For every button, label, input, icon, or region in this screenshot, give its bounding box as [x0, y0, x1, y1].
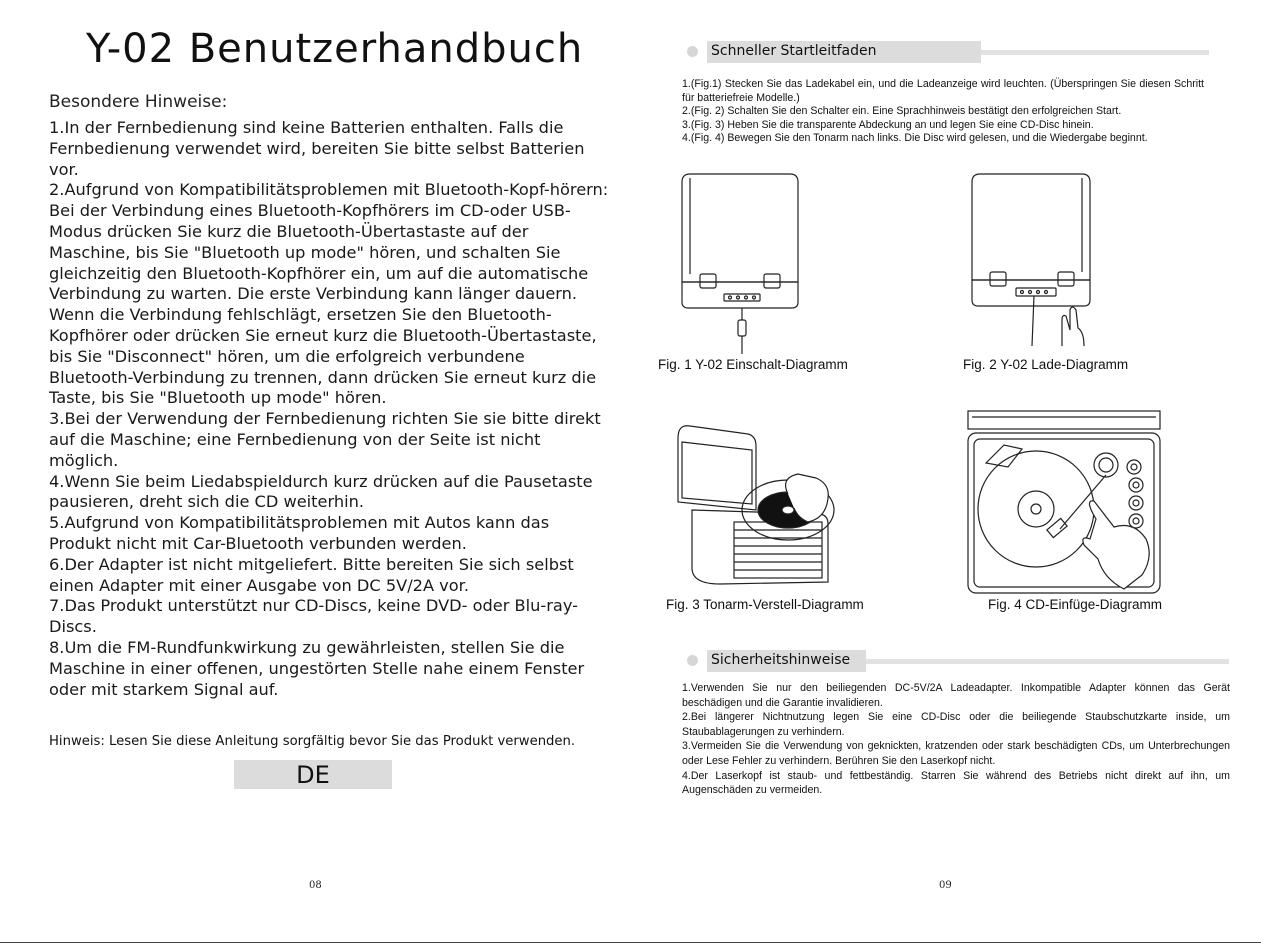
bullet-dot-icon — [687, 655, 698, 666]
step-item: 1.(Fig.1) Stecken Sie das Ladekabel ein, und die Ladeanzeige wird leuchten. (Überspringen Sie diesen Schritt für batteriefreie Modelle.) — [682, 78, 1204, 104]
safety-item: 2.Bei längerer Nichtnutzung legen Sie eine CD-Disc oder die beiliegende Staubschutzkarte inside, um Staubablagerungen zu verhindern. — [682, 711, 1230, 738]
quick-start-steps — [682, 78, 1204, 146]
note-item: 2.Aufgrund von Kompatibilitätsproblemen mit Bluetooth-Kopf-hörern: Bei der Verbindung eines Bluetooth-Kopfhörers im CD-oder USB-Modus drücken Sie kurz die Bluetooth-Übertastaste auf der Maschine, bis Sie "Bluetooth up mode" hören, und schalten Sie gleichzeitig den Bluetooth-Kopfhörer ein, um auf die automatische Verbindung zu warten. Die erste Verbindung kann länger dauern. Wenn die Verbindung fehlschlägt, ersetzen Sie den Bluetooth-Kopfhörer oder drücken Sie erneut kurz die Bluetooth-Übertastaste, bis Sie "Disconnect" hören, um die erfolgreich verbundene Bluetooth-Verbindung zu trennen, dann drücken Sie erneut kurz die Taste, bis Sie "Bluetooth up mode" hören. — [49, 180, 609, 408]
left-page — [0, 0, 630, 946]
quick-start-header — [687, 41, 1209, 63]
disc-insert-illustration-icon — [668, 418, 836, 590]
safety-item: 3.Vermeiden Sie die Verwendung von geknickten, kratzenden oder stark beschädigten CDs, um Unterbrechungen oder Lese Fehler zu verhindern. Berühren Sie den Laserkopf nicht. — [682, 740, 1230, 767]
page-number-right: 09 — [939, 880, 952, 891]
special-notes-heading: Besondere Hinweise: — [49, 92, 228, 112]
special-notes-list — [49, 118, 609, 700]
note-item: 4.Wenn Sie beim Liedabspieldurch kurz drücken auf die Pausetaste pausieren, dreht sich die CD weiterhin. — [49, 471, 593, 512]
figure-caption: Fig. 2 Y-02 Lade-Diagramm — [963, 357, 1129, 372]
note-item: 3.Bei der Verwendung der Fernbedienung richten Sie sie bitte direkt auf die Maschine; eine Fernbedienung von der Seite ist nicht möglich. — [49, 409, 601, 470]
note-item: 6.Der Adapter ist nicht mitgeliefert. Bitte bereiten Sie sich selbst einen Adapter mit einer Ausgabe von DC 5V/2A vor. — [49, 554, 574, 595]
bottom-border — [0, 942, 1261, 943]
manual-title: Y-02 Benutzerhandbuch — [86, 26, 584, 72]
bullet-dot-icon — [687, 46, 698, 57]
tonearm-illustration-icon — [964, 409, 1166, 595]
safety-header — [687, 650, 1229, 672]
quick-start-heading: Schneller Startleitfaden — [707, 41, 981, 63]
page-number-left: 08 — [309, 880, 322, 891]
step-item: 2.(Fig. 2) Schalten Sie den Schalter ein. Eine Sprachhinweis bestätigt den erfolgreichen Start. — [682, 105, 1122, 118]
note-item: 1.In der Fernbedienung sind keine Batterien enthalten. Falls die Fernbedienung verwendet wird, bereiten Sie bitte selbst Batterien vor. — [49, 118, 585, 179]
header-rule — [866, 659, 1229, 664]
switch-press-illustration-icon — [966, 170, 1098, 355]
read-instructions-note: Hinweis: Lesen Sie diese Anleitung sorgfältig bevor Sie das Produkt verwenden. — [49, 734, 576, 749]
header-rule — [981, 50, 1209, 55]
safety-list — [682, 681, 1230, 798]
power-cable-illustration-icon — [676, 170, 804, 355]
safety-item: 1.Verwenden Sie nur den beiliegenden DC-5V/2A Ladeadapter. Inkompatible Adapter können das Gerät beschädigen und die Garantie invalidieren. — [682, 682, 1230, 709]
step-item: 4.(Fig. 4) Bewegen Sie den Tonarm nach links. Die Disc wird gelesen, und die Wiedergabe beginnt. — [682, 132, 1148, 145]
safety-heading: Sicherheitshinweise — [707, 650, 866, 672]
note-item: 8.Um die FM-Rundfunkwirkung zu gewährleisten, stellen Sie die Maschine in einer offenen, ungestörten Stelle nahe einem Fenster oder mit starkem Signal auf. — [49, 637, 585, 699]
figure-caption: Fig. 1 Y-02 Einschalt-Diagramm — [658, 357, 848, 372]
note-item: 7.Das Produkt unterstützt nur CD-Discs, keine DVD- oder Blu-ray-Discs. — [49, 596, 578, 637]
figure-caption: Fig. 3 Tonarm-Verstell-Diagramm — [666, 597, 864, 612]
figure-caption: Fig. 4 CD-Einfüge-Diagramm — [988, 597, 1163, 612]
safety-item: 4.Der Laserkopf ist staub- und fettbeständig. Starren Sie während des Betriebs nicht direkt auf ihn, um Augenschäden zu vermeiden. — [682, 769, 1230, 797]
note-item: 5.Aufgrund von Kompatibilitätsproblemen mit Autos kann das Produkt nicht mit Car-Bluetooth verbunden werden. — [49, 513, 550, 553]
step-item: 3.(Fig. 3) Heben Sie die transparente Abdeckung an und legen Sie eine CD-Disc hinein. — [682, 118, 1094, 131]
right-page — [630, 0, 1261, 946]
language-badge: DE — [234, 760, 392, 789]
